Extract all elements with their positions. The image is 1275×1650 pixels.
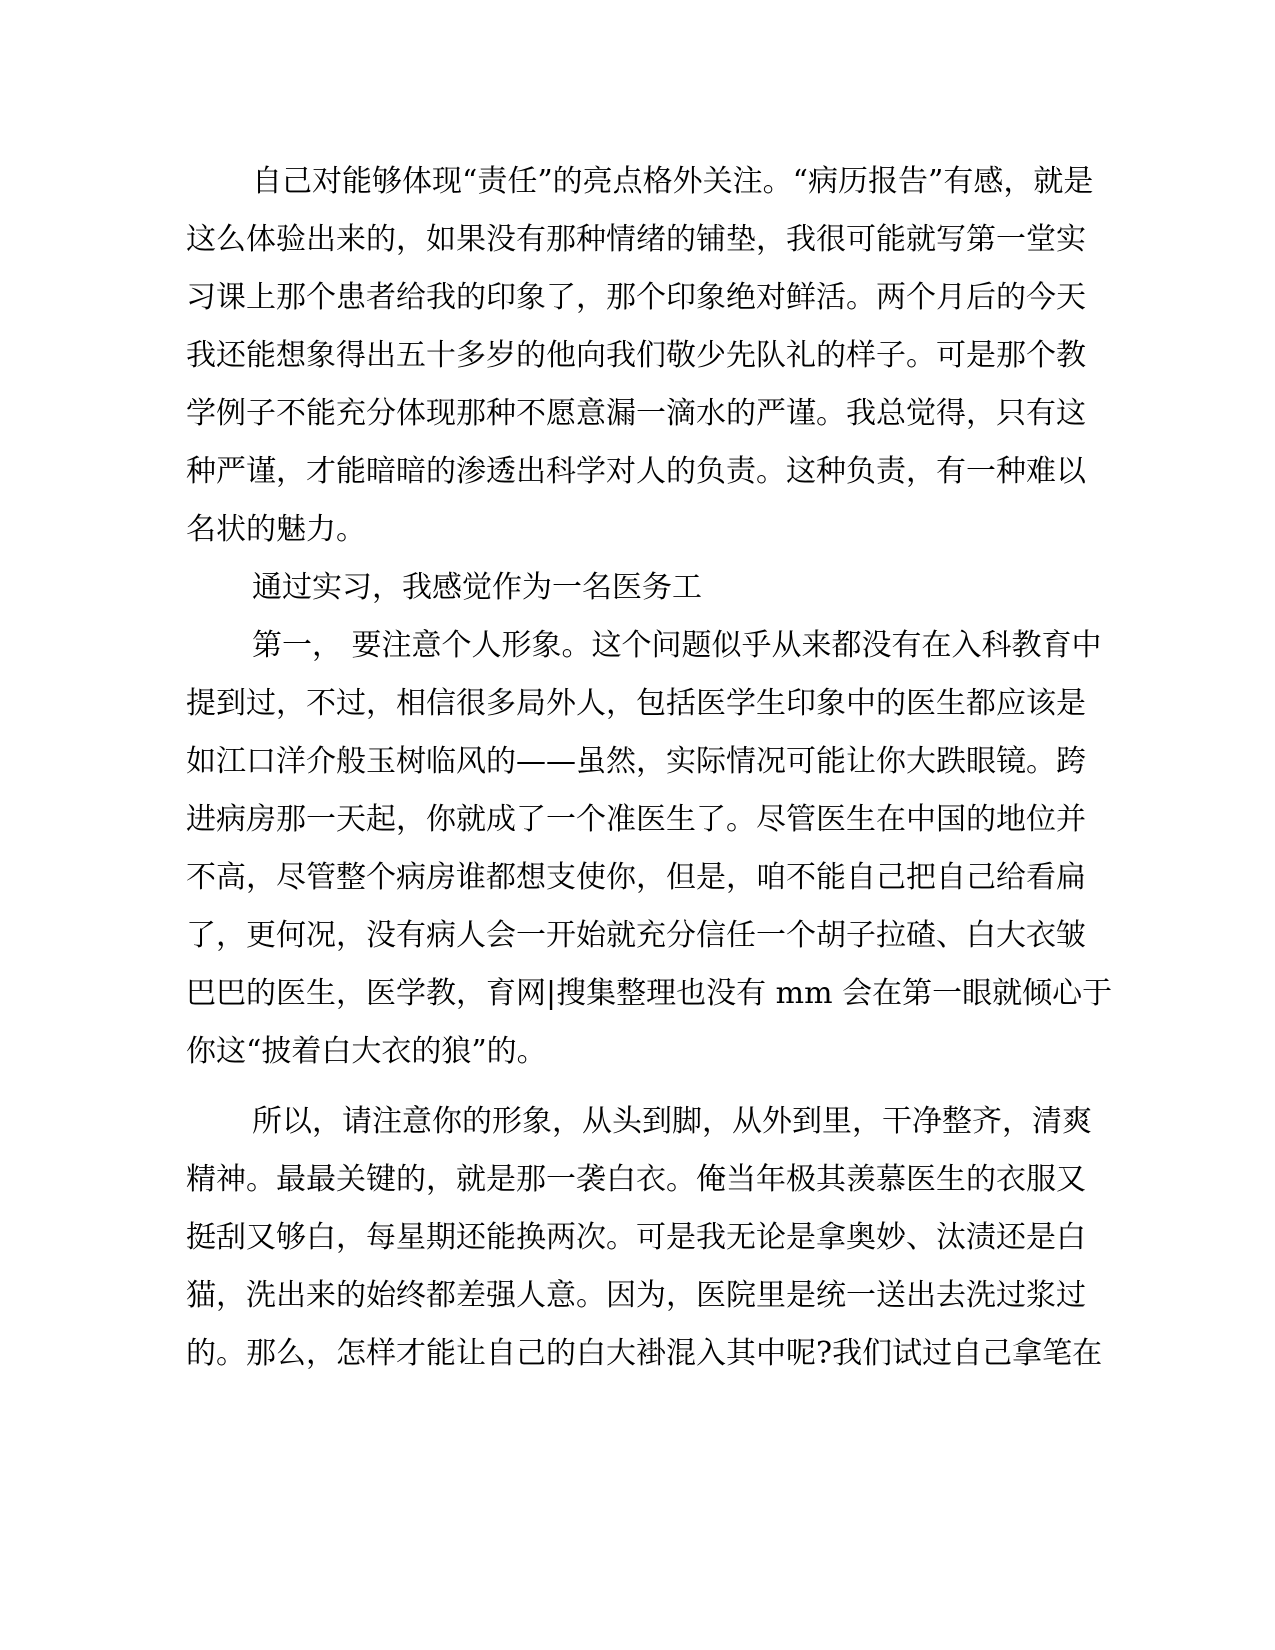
paragraph-3-line-6: 了，更何况，没有病人会一开始就充分信任一个胡子拉碴、白大衣皱 xyxy=(186,918,1086,953)
paragraph-4-line-5: 的。那么，怎样才能让自己的白大褂混入其中呢?我们试过自己拿笔在 xyxy=(186,1336,1103,1371)
paragraph-3-line-3: 如江口洋介般玉树临风的——虽然，实际情况可能让你大跌眼镜。跨 xyxy=(186,744,1086,779)
paragraph-1-line-5: 学例子不能充分体现那种不愿意漏一滴水的严谨。我总觉得，只有这 xyxy=(186,396,1086,431)
paragraph-1-line-1: 自己对能够体现“责任”的亮点格外关注。“病历报告”有感，就是 xyxy=(252,164,1094,199)
paragraph-3-line-1: 第一， 要注意个人形象。这个问题似乎从来都没有在入科教育中 xyxy=(252,628,1102,663)
paragraph-1-line-6: 种严谨，才能暗暗的渗透出科学对人的负责。这种负责，有一种难以 xyxy=(186,454,1086,489)
paragraph-4-line-4: 猫，洗出来的始终都差强人意。因为，医院里是统一送出去洗过浆过 xyxy=(186,1278,1086,1313)
paragraph-1-line-4: 我还能想象得出五十多岁的他向我们敬少先队礼的样子。可是那个教 xyxy=(186,338,1086,373)
paragraph-4-line-2: 精神。最最关键的，就是那一袭白衣。俺当年极其羡慕医生的衣服又 xyxy=(186,1162,1086,1197)
paragraph-1-line-7: 名状的魅力。 xyxy=(186,512,366,547)
paragraph-3-line-5: 不高，尽管整个病房谁都想支使你，但是，咱不能自己把自己给看扁 xyxy=(186,860,1086,895)
paragraph-3-line-8: 你这“披着白大衣的狼”的。 xyxy=(186,1034,547,1069)
paragraph-4-line-3: 挺刮又够白，每星期还能换两次。可是我无论是拿奥妙、汰渍还是白 xyxy=(186,1220,1086,1255)
paragraph-3-line-2: 提到过，不过，相信很多局外人，包括医学生印象中的医生都应该是 xyxy=(186,686,1086,721)
paragraph-4-line-1: 所以，请注意你的形象，从头到脚，从外到里，干净整齐，清爽 xyxy=(252,1104,1092,1139)
paragraph-2-line-1: 通过实习，我感觉作为一名医务工 xyxy=(252,570,702,605)
paragraph-1-line-3: 习课上那个患者给我的印象了，那个印象绝对鲜活。两个月后的今天 xyxy=(186,280,1086,315)
paragraph-1-line-2: 这么体验出来的，如果没有那种情绪的铺垫，我很可能就写第一堂实 xyxy=(186,222,1086,257)
paragraph-3-line-7: 巴巴的医生，医学教，育网|搜集整理也没有 mm 会在第一眼就倾心于 xyxy=(186,976,1113,1011)
paragraph-3-line-4: 进病房那一天起，你就成了一个准医生了。尽管医生在中国的地位并 xyxy=(186,802,1086,837)
